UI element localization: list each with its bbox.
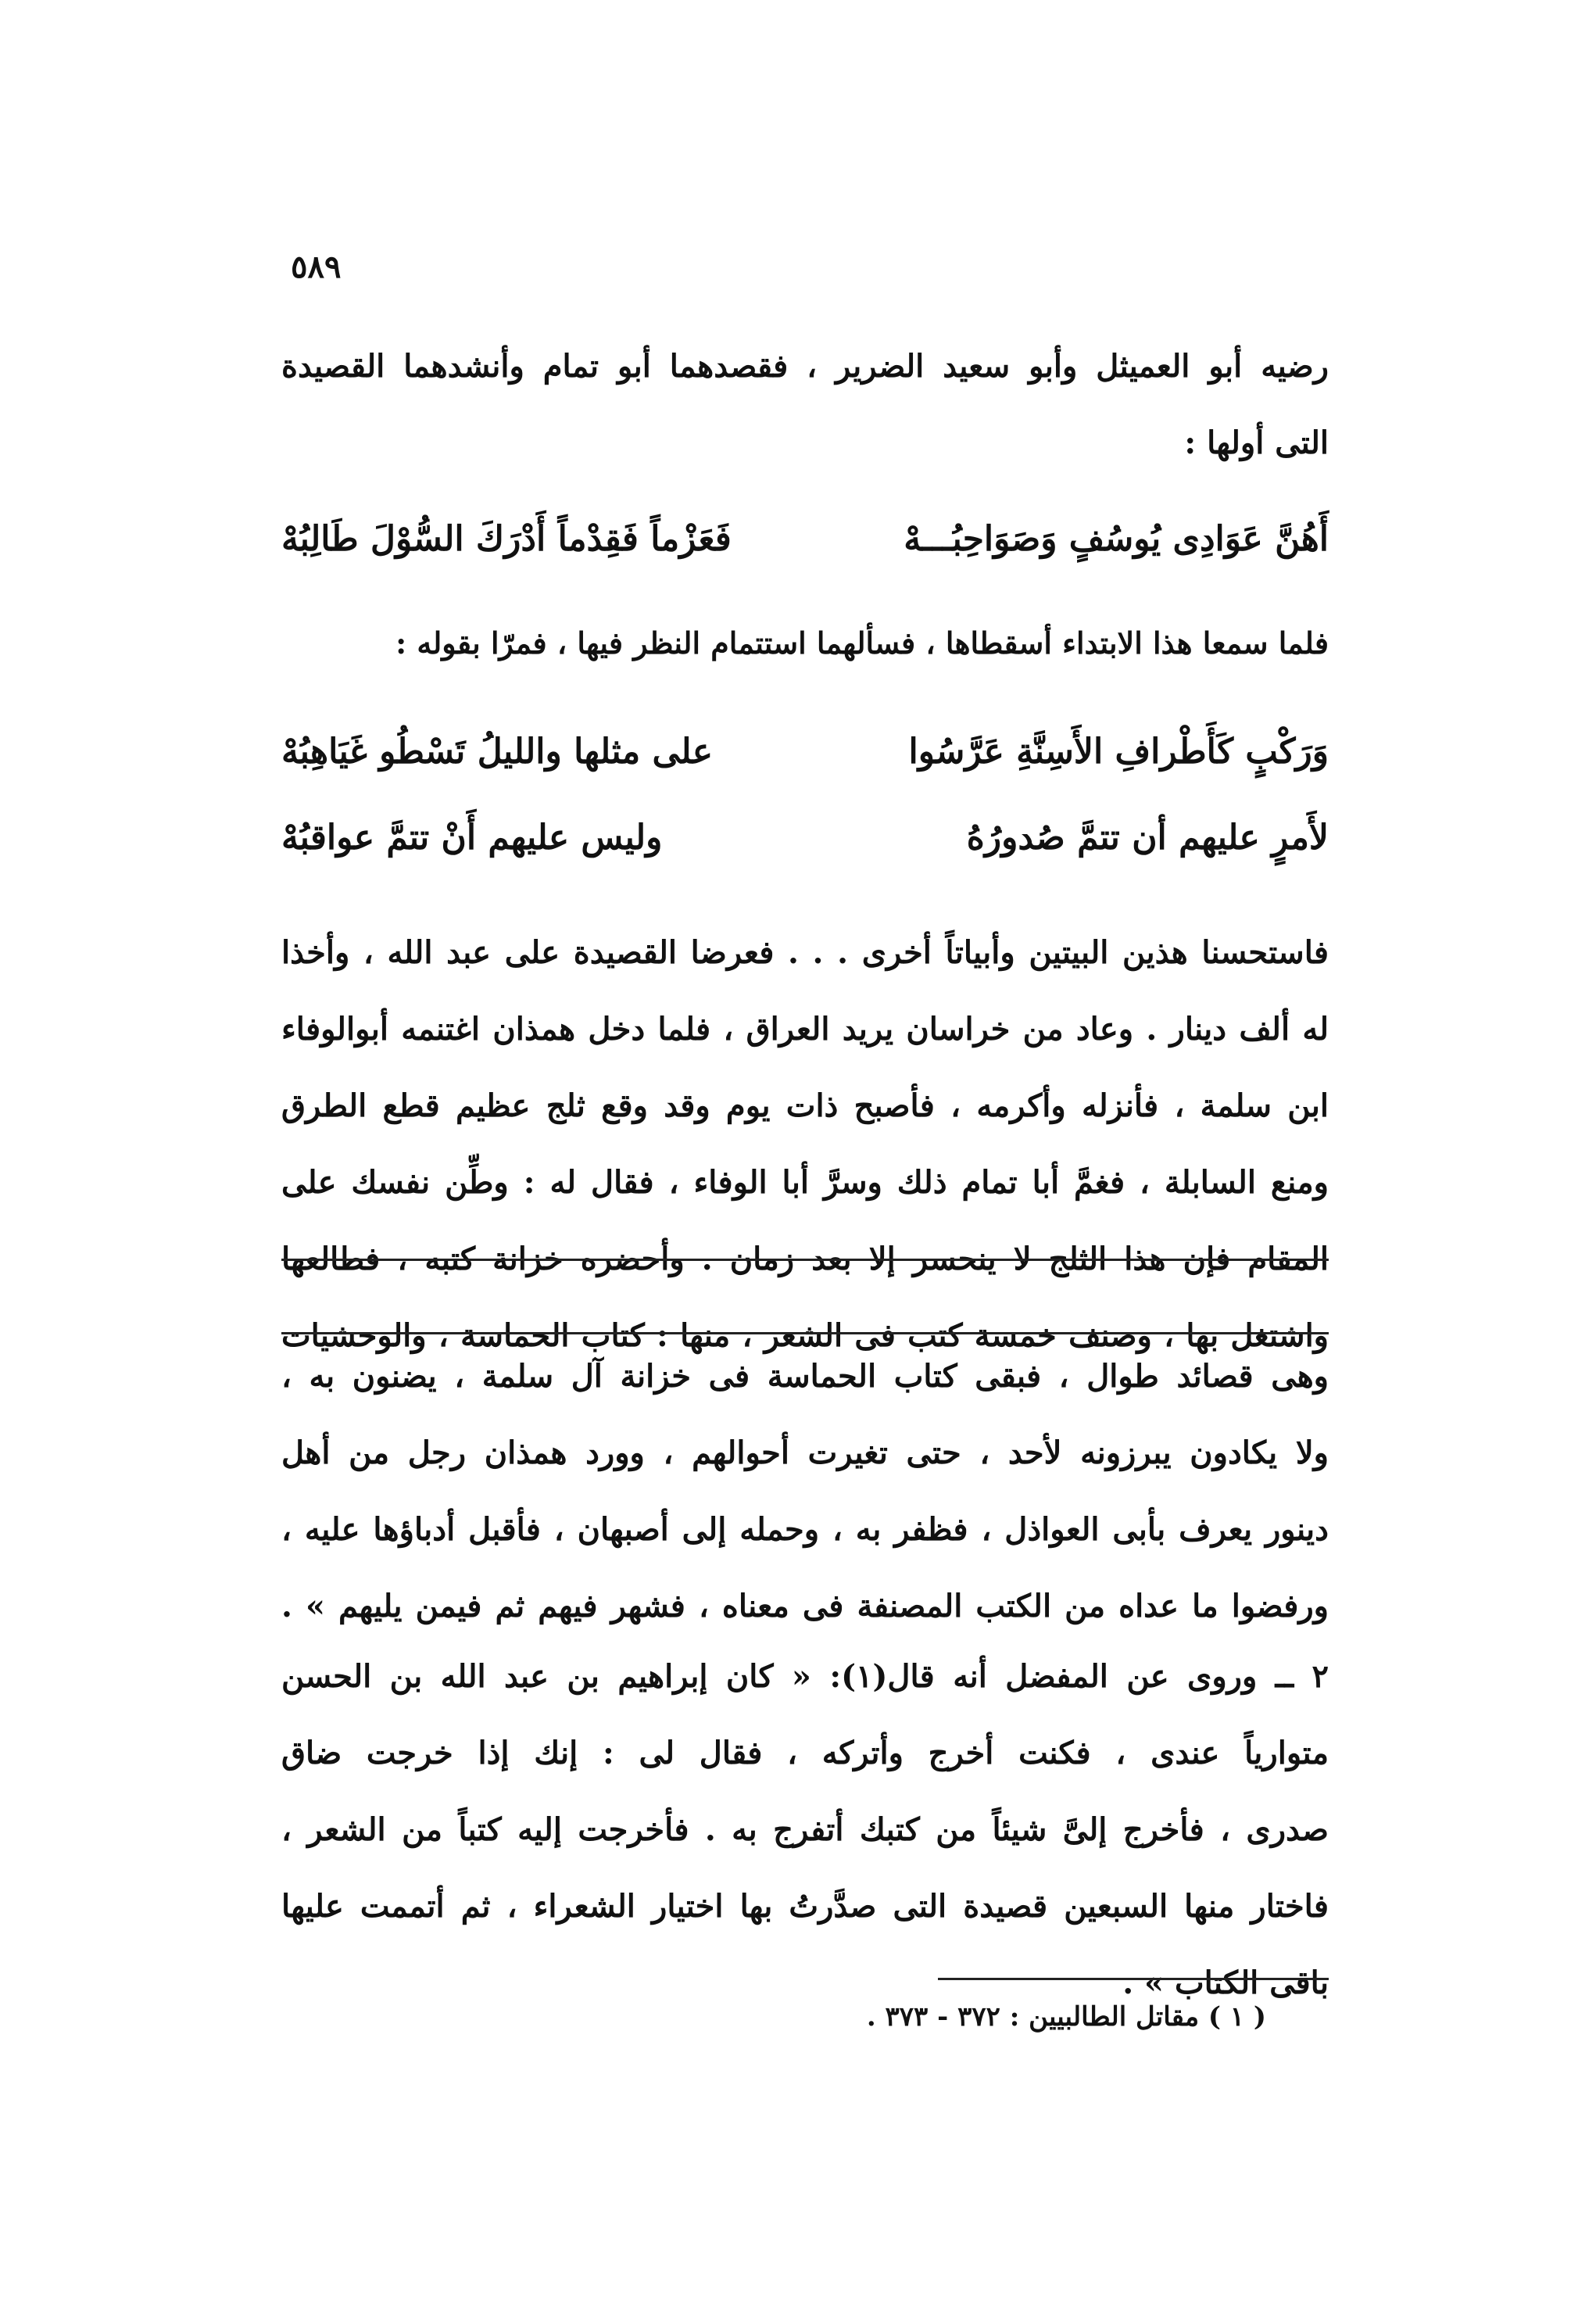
text-line: صدرى ، فأخرج إلىَّ شيئاً من كتبك أتفرج به . فأخرجت إليه كتباً من الشعر ، (281, 1811, 1329, 1848)
after-verse-paragraph (281, 605, 1329, 682)
text-line: باقى الكتاب » . (1122, 1965, 1329, 2001)
text-line: ابن سلمة ، فأنزله وأكرمه ، فأصبح ذات يوم وقد وقع ثلج عظيم قطع الطرق (281, 1087, 1329, 1124)
text-line: دينور يعرف بأبى العواذل ، فظفر به ، وحمله إلى أصبهان ، فأقبل أدباؤها عليه ، (281, 1511, 1329, 1548)
page-number: ٥٨٩ (291, 249, 342, 285)
verse-first-hemistich: وَرَكْبٍ كَأَطْرافِ الأَسِنَّةِ عَرَّسُوا (908, 732, 1329, 772)
body-paragraph (281, 915, 1329, 1374)
text-line: ومنع السابلة ، فغمَّ أبا تمام ذلك وسرَّ أبا الوفاء ، فقال له : وطِّن نفسك على (281, 1164, 1329, 1201)
intro-paragraph (281, 328, 1329, 482)
text-line: واشتغل بها ، وصنف خمسة كتب فى الشعر ، منها : كتاب الحماسة ، والوحشيات (281, 1317, 1329, 1354)
verse-line (281, 732, 1329, 772)
footnote-rule (938, 1978, 1329, 1980)
footnote: ( ١ ) مقاتل الطالبيين : ٣٧٢ - ٣٧٣ . (866, 2001, 1266, 2033)
text-line: المقام فإن هذا الثلج لا ينحسر إلا بعد زمان . وأحضره خزانة كتبه ، فطالعها (281, 1241, 1329, 1277)
verse-second-hemistich: وليس عليهم أَنْ تتمَّ عواقبُهْ (281, 818, 663, 858)
text-line: ٢ ــ وروى عن المفضل أنه قال(١): « كان إبراهيم بن عبد الله بن الحسن (281, 1658, 1329, 1695)
verse-first-hemistich: أَهُنَّ عَوَادِى يُوسُفٍ وَصَوَاحِبُـــهْ (904, 519, 1329, 559)
text-line: ورفضوا ما عداه من الكتب المصنفة فى معناه ، فشهر فيهم ثم فيمن يليهم » . (281, 1588, 1329, 1624)
text-line: وهى قصائد طوال ، فبقى كتاب الحماسة فى خزانة آل سلمة ، يضنون به ، (281, 1358, 1329, 1395)
text-line: ولا يكادون يبرزونه لأحد ، حتى تغيرت أحوالهم ، وورد همذان رجل من أهل (281, 1434, 1329, 1471)
verse-line (281, 818, 1329, 858)
text-line: رضيه أبو العميثل وأبو سعيد الضرير ، فقصدهما أبو تمام وأنشدهما القصيدة (281, 348, 1329, 385)
text-line: فاختار منها السبعين قصيدة التى صدَّرتُ بها اختيار الشعراء ، ثم أتممت عليها (281, 1888, 1329, 1925)
text-line: فاستحسنا هذين البيتين وأبياتاً أخرى . . . فعرضا القصيدة على عبد الله ، وأخذا (281, 934, 1329, 971)
text-line: متوارياً عندى ، فكنت أخرج وأتركه ، فقال لى : إنك إذا خرجت ضاق (281, 1735, 1329, 1771)
body-paragraph (281, 1338, 1329, 1645)
verse-second-hemistich: فَعَزْماً فَقِدْماً أَدْرَكَ السُّوْلَ طَالِبُهْ (281, 519, 732, 559)
body-paragraph (281, 1639, 1329, 2022)
verse-first-hemistich: لأَمرٍ عليهم أن تتمَّ صُدورُهُ (966, 818, 1329, 858)
text-line: فلما سمعا هذا الابتداء أسقطاها ، فسألهما استتمام النظر فيها ، فمرّا بقوله : (395, 625, 1329, 661)
verse-second-hemistich: على مثلها والليلُ تَسْطُو غَيَاهِبُهْ (281, 732, 713, 772)
horizontal-rule (281, 1259, 1329, 1261)
text-line: له ألف دينار . وعاد من خراسان يريد العراق ، فلما دخل همذان اغتنمه أبوالوفاء (281, 1011, 1329, 1048)
text-line: التى أولها : (1184, 424, 1329, 461)
verse-line (281, 519, 1329, 559)
horizontal-rule (281, 1332, 1329, 1334)
